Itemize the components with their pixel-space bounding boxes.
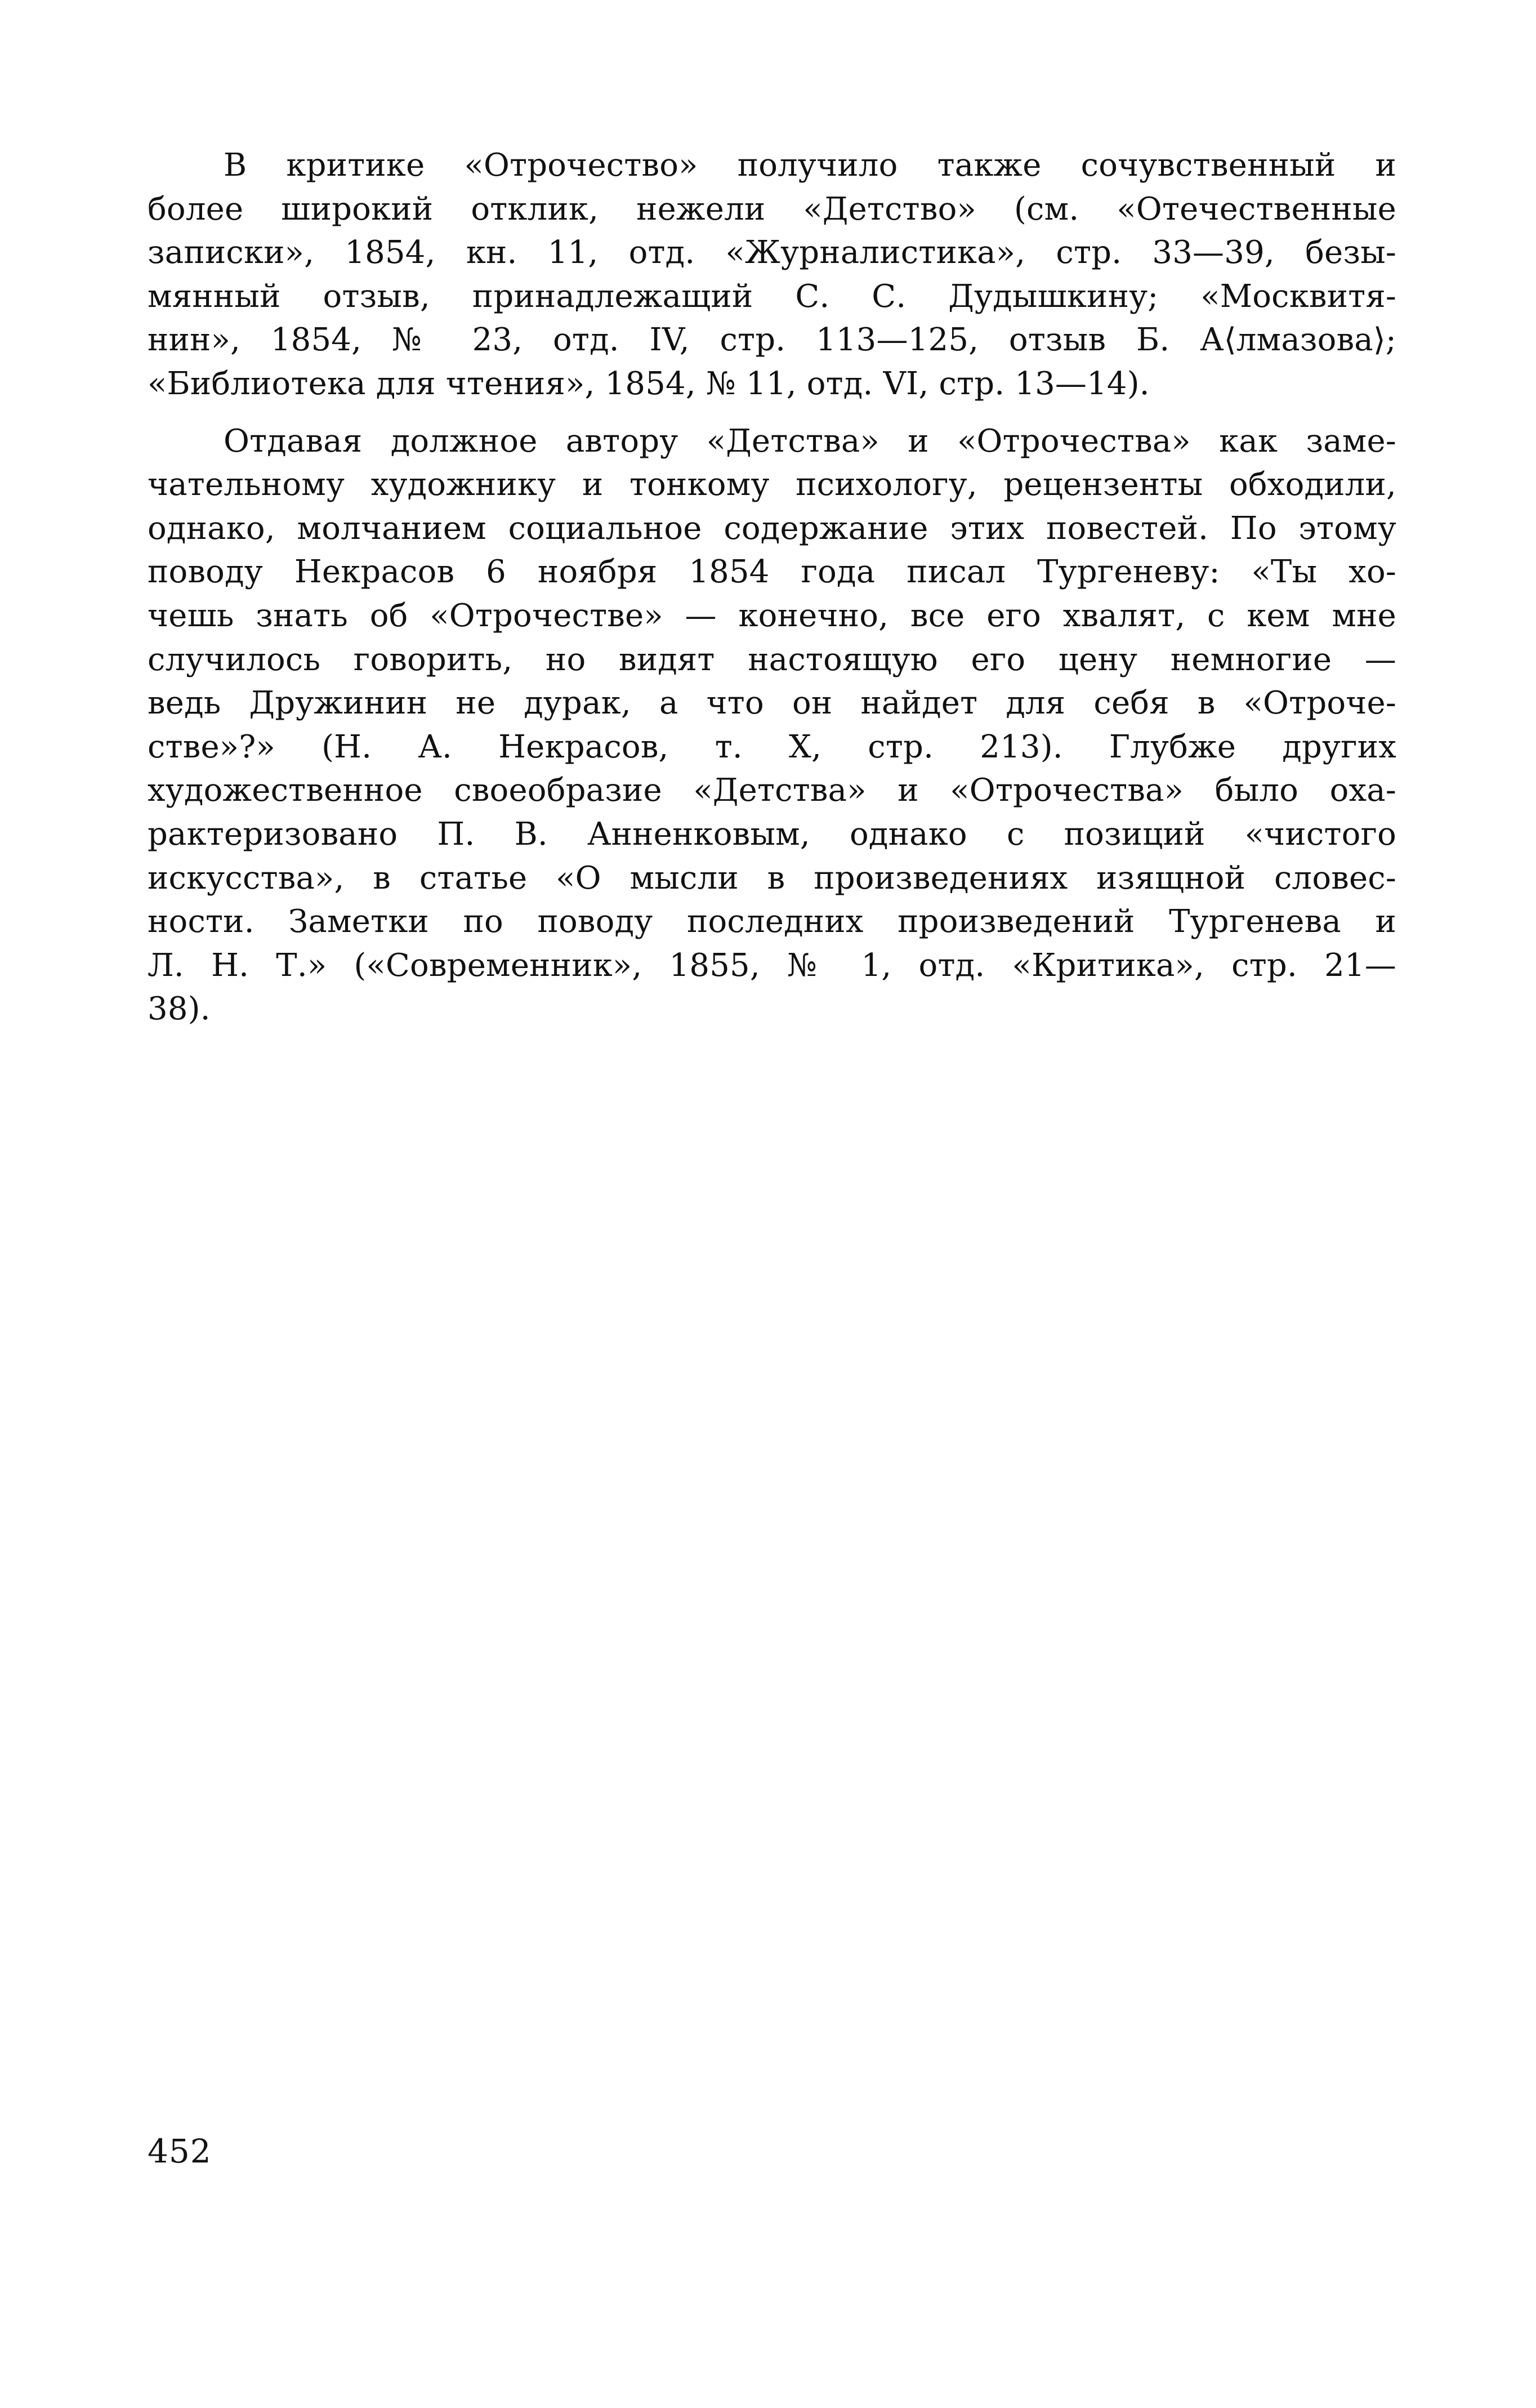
paragraph-1 — [148, 144, 1396, 406]
text-line: художественное своеобразие «Детства» и «Отрочества» было оха- — [148, 772, 1396, 809]
text-line: мянный отзыв, принадлежащий С. С. Дудышкину; «Москвитя- — [148, 278, 1396, 315]
page-number: 452 — [148, 2132, 212, 2170]
text-line: чешь знать об «Отрочестве» — конечно, все его хвалят, с кем мне — [148, 597, 1396, 634]
text-line: чательному художнику и тонкому психологу, рецензенты обходили, — [148, 466, 1396, 503]
text-line: В критике «Отрочество» получило также сочувственный и — [224, 147, 1396, 184]
text-line: нин», 1854, № 23, отд. IV, стр. 113—125, отзыв Б. А⟨лмазова⟩; — [148, 322, 1396, 359]
text-line: записки», 1854, кн. 11, отд. «Журналистика», стр. 33—39, безы- — [148, 234, 1396, 271]
paragraph-2 — [148, 420, 1396, 1031]
text-line: более широкий отклик, нежели «Детство» (см. «Отечественные — [148, 190, 1396, 228]
text-line: рактеризовано П. В. Анненковым, однако с позиций «чистого — [148, 815, 1396, 853]
text-line: однако, молчанием социальное содержание этих повестей. По этому — [148, 510, 1396, 547]
body-text — [148, 144, 1396, 1031]
text-line: поводу Некрасов 6 ноября 1854 года писал Тургеневу: «Ты хо- — [148, 554, 1396, 591]
paragraph-spacer — [148, 406, 1396, 420]
text-line: «Библиотека для чтения», 1854, № 11, отд. VI, стр. 13—14). — [148, 365, 1150, 402]
text-line: ности. Заметки по поводу последних произведений Тургенева и — [148, 903, 1396, 940]
text-line: ведь Дружинин не дурак, а что он найдет для себя в «Отроче- — [148, 685, 1396, 722]
text-line: случилось говорить, но видят настоящую его цену немногие — — [148, 641, 1396, 678]
text-line: искусства», в статье «О мысли в произведениях изящной словес- — [148, 859, 1396, 897]
text-line: стве»?» (Н. А. Некрасов, т. X, стр. 213). Глубже других — [148, 728, 1396, 765]
text-line: Отдавая должное автору «Детства» и «Отрочества» как заме- — [224, 422, 1396, 460]
text-line: 38). — [148, 991, 211, 1028]
text-line: Л. Н. Т.» («Современник», 1855, № 1, отд. «Критика», стр. 21— — [148, 947, 1396, 984]
